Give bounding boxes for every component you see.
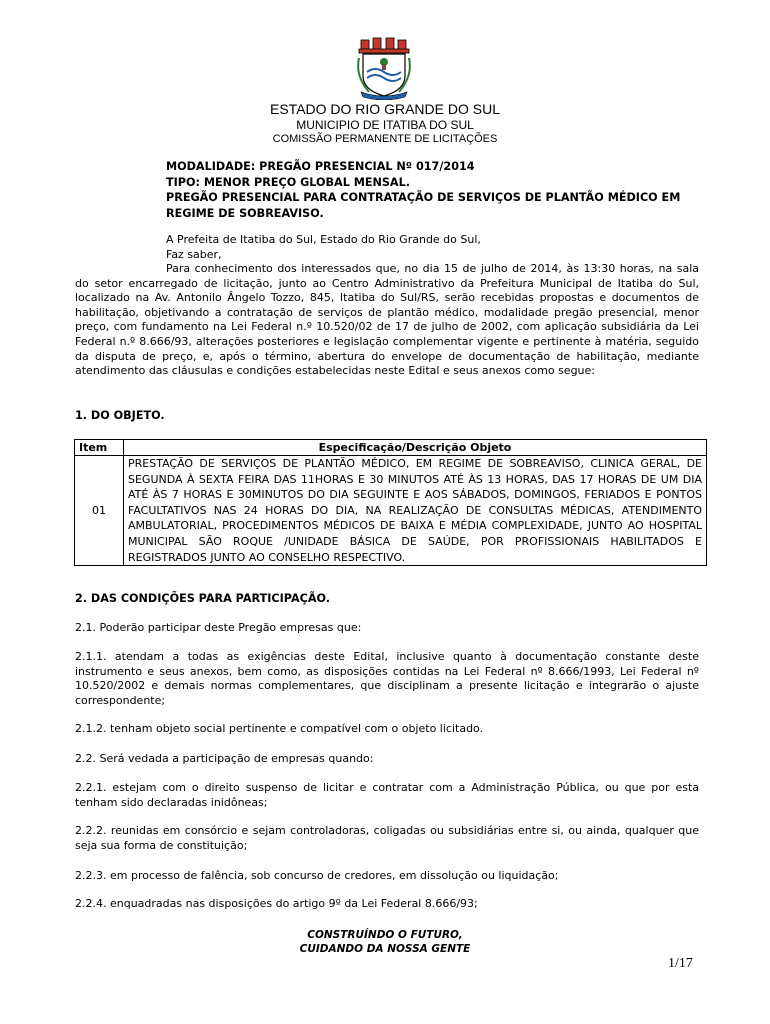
footer-slogan [0,928,770,956]
clause-2-2: 2.2. Será vedada a participação de empresas quando: [75,752,374,765]
item-description: PRESTAÇÃO DE SERVIÇOS DE PLANTÃO MÉDICO, EM REGIME DE SOBREAVISO, CLINICA GERAL, DE SEGUNDA À SEXTA FEIRA DAS 11HORAS E 30 MINUTOS ATÉ ÀS 13 HORAS, DAS 17 HORAS DE UM DIA ATÉ ÀS 7 HORAS E 30MINUTOS DO DIA SEGUINTE E AOS SÁBADOS, DOMINGOS, FERIADOS E PONTOS FACULTATIVOS NAS 24 HORAS DO DIA, NA REALIZAÇÃO DE CONSULTAS MÉDICAS, ATENDIMENTO AMBULATORIAL, PROCEDIMENTOS MÉDICOS DE BAIXA E MÉDIA COMPLEXIDADE, JUNTO AO HOSPITAL MUNICIPAL SÃO ROQUE /UNIDADE BÁSICA DE SAÚDE, POR PROFISSIONAIS HABILITADOS E REGISTRADOS JUNTO AO CONSELHO RESPECTIVO. [124,456,707,566]
municipal-coat-of-arms-icon [353,36,415,100]
clause-2-2-2: 2.2.2. reunidas em consórcio e sejam controladoras, coligadas ou subsidiárias entre si, ou ainda, qualquer que seja sua forma de constituição; [75,824,699,852]
subject-line: PREGÃO PRESENCIAL PARA CONTRATAÇÃO DE SERVIÇOS DE PLANTÃO MÉDICO EM REGIME DE SOBREAVISO. [166,191,681,220]
section-1-title: 1. DO OBJETO. [75,409,165,422]
page-number: 1/17 [668,956,693,971]
modality-block [166,159,706,221]
slogan-line-2: CUIDANDO DA NOSSA GENTE [299,943,471,955]
clause-2-2-3: 2.2.3. em processo de falência, sob concurso de credores, em dissolução ou liquidação; [75,869,559,882]
modality-line: MODALIDADE: PREGÃO PRESENCIAL Nº 017/2014 [166,160,475,173]
section-2-title: 2. DAS CONDIÇÕES PARA PARTICIPAÇÃO. [75,592,330,605]
intro-paragraph-2: Faz saber, [166,248,222,261]
clause-2-1-1: 2.1.1. atendam a todas as exigências deste Edital, inclusive quanto à documentação constante deste instrumento e seus anexos, bem como, as disposições contidas na Lei Federal nº 8.666/1993, Lei Federal nº 10.520/2002 e demais normas complementares, que disciplinam a presente licitação e integrarão o ajuste correspondente; [75,650,699,707]
header-commission: COMISSÃO PERMANENTE DE LICITAÇÕES [272,133,498,145]
intro-paragraph-1: A Prefeita de Itatiba do Sul, Estado do Rio Grande do Sul, [166,233,481,246]
column-header-specification: Especificação/Descrição Objeto [124,440,707,456]
clause-2-2-4: 2.2.4. enquadradas nas disposições do artigo 9º da Lei Federal 8.666/93; [75,897,478,910]
type-line: TIPO: MENOR PREÇO GLOBAL MENSAL. [166,175,410,189]
slogan-line-1: CONSTRUÍNDO O FUTURO, [307,929,463,941]
table-header-row [75,440,707,456]
header-municipality: MUNICIPIO DE ITATIBA DO SUL [296,118,474,132]
header-state: ESTADO DO RIO GRANDE DO SUL [270,101,500,117]
column-header-item: Item [75,440,124,456]
object-table [74,439,707,566]
clause-2-1-2: 2.1.2. tenham objeto social pertinente e compatível com o objeto licitado. [75,722,484,735]
item-number: 01 [75,456,124,566]
clause-2-1: 2.1. Poderão participar deste Pregão empresas que: [75,621,362,634]
intro-paragraph-3: Para conhecimento dos interessados que, no dia 15 de julho de 2014, às 13:30 horas, na sala do setor encarregado de licitação, junto ao Centro Administrativo da Prefeitura Municipal de Itatiba do Sul, localizado na Av. Antonilo Ângelo Tozzo, 845, Itatiba do Sul/RS, serão recebidas propostas e documentos de habilitação, objetivando a contratação de serviços de plantão médico, modalidade pregão presencial, menor preço, com fundamento na Lei Federal n.º 10.520/02 de 17 de julho de 2002, com aplicação subsidiária da Lei Federal n.º 8.666/93, alterações posteriores e legislação complementar vigente e pertinente à matéria, seguido da disputa de preço, e, após o término, abertura do envelope de documentação de habilitação, mediante atendimento das cláusulas e condições estabelecidas neste Edital e seus anexos como segue: [75,262,699,378]
clause-2-2-1: 2.2.1. estejam com o direito suspenso de licitar e contratar com a Administração Pública, ou que por esta tenham sido declaradas inidôneas; [75,781,699,809]
table-row [75,456,707,566]
